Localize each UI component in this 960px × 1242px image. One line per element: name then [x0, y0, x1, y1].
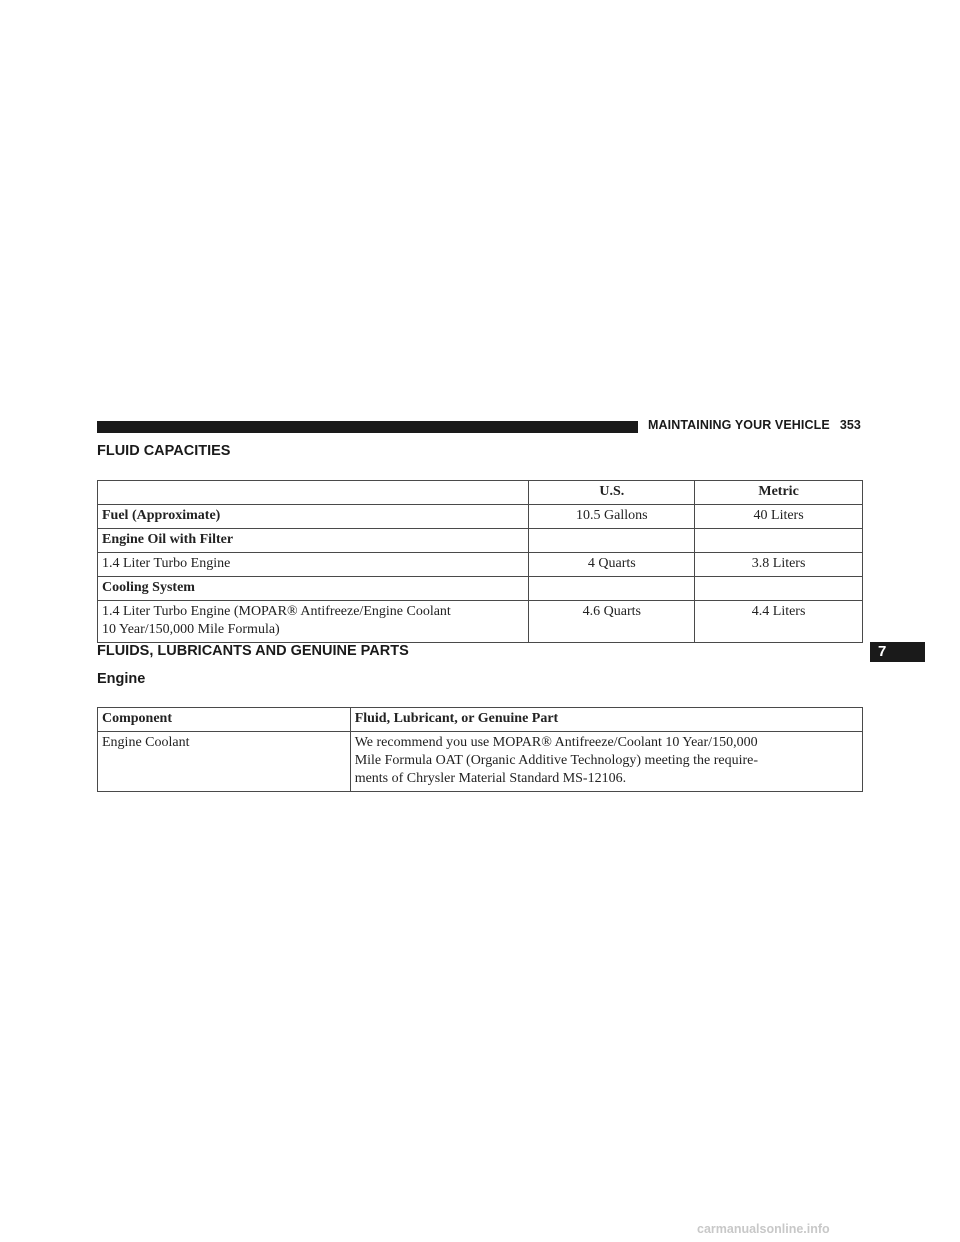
row-us-value	[529, 577, 695, 601]
table-row	[98, 577, 863, 601]
row-us-value	[529, 529, 695, 553]
fluid-capacities-table	[97, 480, 863, 643]
header-cell-fluid: Fluid, Lubricant, or Genuine Part	[350, 708, 862, 732]
row-metric-value	[695, 529, 863, 553]
row-description	[350, 732, 862, 792]
row-label: Engine Oil with Filter	[98, 529, 529, 553]
header-section-title: MAINTAINING YOUR VEHICLE	[648, 418, 830, 432]
description-line: Mile Formula OAT (Organic Additive Technology) meeting the require-	[354, 753, 759, 768]
row-us-value: 4 Quarts	[529, 553, 695, 577]
header-cell-metric: Metric	[695, 481, 863, 505]
table-row	[98, 601, 863, 643]
engine-subtitle: Engine	[97, 671, 146, 687]
fluids-lubricants-table	[97, 707, 863, 792]
header-cell-component: Component	[98, 708, 351, 732]
running-header	[648, 418, 861, 432]
row-label: 1.4 Liter Turbo Engine	[98, 553, 529, 577]
page-number: 353	[839, 418, 861, 432]
chapter-tab: 7	[870, 642, 925, 662]
fluids-lubricants-title: FLUIDS, LUBRICANTS AND GENUINE PARTS	[97, 643, 409, 659]
row-label	[98, 601, 529, 643]
header-cell-blank	[98, 481, 529, 505]
header-rule	[97, 421, 638, 433]
description-line: ments of Chrysler Material Standard MS-12106.	[354, 771, 627, 786]
row-metric-value: 40 Liters	[695, 505, 863, 529]
fluid-capacities-title: FLUID CAPACITIES	[97, 443, 231, 459]
row-metric-value: 3.8 Liters	[695, 553, 863, 577]
row-metric-value: 4.4 Liters	[695, 601, 863, 643]
row-metric-value	[695, 577, 863, 601]
row-label-line: 1.4 Liter Turbo Engine (MOPAR® Antifreeze/Engine Coolant	[102, 604, 451, 619]
row-label: Fuel (Approximate)	[98, 505, 529, 529]
table-header-row	[98, 708, 863, 732]
table-row	[98, 505, 863, 529]
row-component: Engine Coolant	[98, 732, 351, 792]
table-row	[98, 529, 863, 553]
header-cell-us: U.S.	[529, 481, 695, 505]
row-label-line: 10 Year/150,000 Mile Formula)	[102, 622, 280, 637]
row-us-value: 4.6 Quarts	[529, 601, 695, 643]
description-line: We recommend you use MOPAR® Antifreeze/Coolant 10 Year/150,000	[354, 735, 758, 750]
table-header-row	[98, 481, 863, 505]
table-row	[98, 732, 863, 792]
row-label: Cooling System	[98, 577, 529, 601]
row-us-value: 10.5 Gallons	[529, 505, 695, 529]
table-row	[98, 553, 863, 577]
watermark-text: carmanualsonline.info	[697, 1222, 830, 1236]
